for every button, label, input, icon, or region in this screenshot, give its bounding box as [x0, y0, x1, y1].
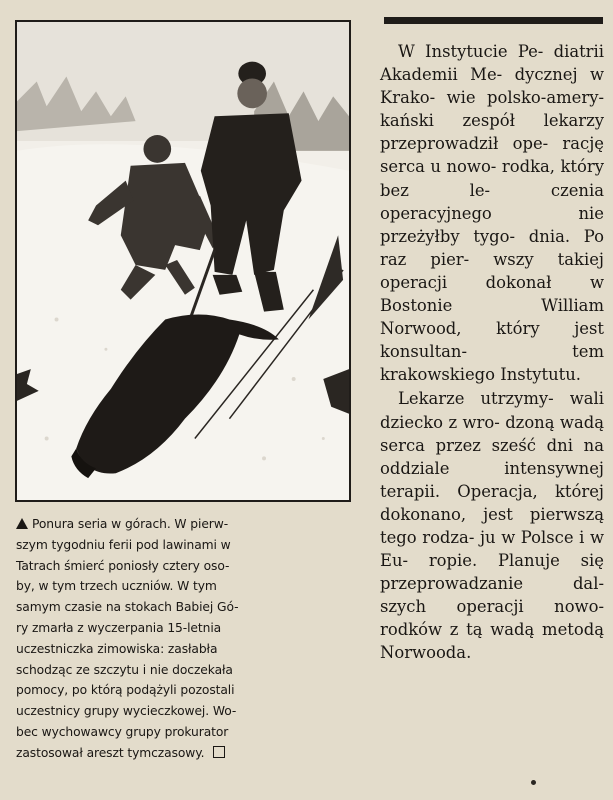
- article-line: dokonał w Bostonie: [380, 272, 604, 316]
- article-line: kański zespół lekarzy: [380, 111, 604, 131]
- article-line: diatrii Akademii Me-: [380, 42, 604, 85]
- article-line: rodka, który bez le-: [380, 157, 604, 200]
- article-line: szych operacji nowo-: [380, 597, 604, 617]
- article-line: Instytutu.: [500, 365, 582, 385]
- column-top-rule: [384, 17, 603, 24]
- article-line: Lekarze utrzymy-: [398, 389, 554, 409]
- caption-line-8: schodząc ze szczytu i nie doczekała: [16, 662, 233, 677]
- caption-line-5: samym czasie na stokach Babiej Gó-: [16, 600, 239, 615]
- article-line: przeprowadził ope-: [380, 134, 549, 154]
- caption-line-12: zastosował areszt tymczasowy.: [16, 743, 352, 764]
- article-line: który jest konsultan-: [380, 319, 604, 362]
- article-line: dnia. Po raz pier-: [380, 226, 604, 269]
- article-line: wali dziecko z wro-: [380, 389, 604, 432]
- article-line: wszy takiej operacji: [380, 249, 604, 292]
- caption-line-1: Ponura seria w górach. W pierw-: [16, 514, 352, 535]
- triangle-marker-icon: [16, 518, 28, 529]
- article-line: dycznej w Krako-: [380, 65, 604, 108]
- end-square-icon: [213, 746, 225, 758]
- article-line: przeprowadzanie dal-: [380, 574, 604, 594]
- article-line: ju w Polsce i w Eu-: [380, 527, 605, 571]
- caption-line-9: pomocy, po którą podążyli pozostali: [16, 683, 235, 698]
- article-line: przez sześć dni na: [435, 435, 604, 455]
- article-line: rodków z tą wadą: [380, 620, 535, 640]
- article-line: William Norwood,: [380, 296, 604, 339]
- caption-line-10: uczestnicy grupy wycieczkowej. Wo-: [16, 704, 237, 719]
- article-line: metodą Norwooda.: [380, 620, 604, 663]
- article-line: rację serca u nowo-: [380, 134, 604, 177]
- article-line: dzoną wadą serca: [380, 412, 604, 455]
- caption-line-4: by, w tym trzech uczniów. W tym: [16, 579, 217, 594]
- article-line: nie przeżyłby tygo-: [380, 203, 604, 246]
- article-column: [380, 40, 604, 665]
- article-paragraph-2: [380, 387, 604, 664]
- caption-line-3: Tatrach śmierć poniosły cztery oso-: [16, 558, 230, 573]
- article-line: ropie. Planuje się: [428, 551, 604, 571]
- article-line: tem krakowskiego: [380, 342, 604, 385]
- article-line: W Instytucie Pe-: [398, 42, 544, 61]
- article-line: oddziale intensywnej: [380, 458, 604, 478]
- article-line: wie polsko-amery-: [446, 88, 604, 108]
- article-line: pierwszą tego rodza-: [380, 504, 604, 547]
- caption-line-6: ry zmarła z wyczerpania 15-letnia: [16, 620, 222, 635]
- article-line: terapii. Operacja,: [380, 481, 538, 501]
- article-line: której dokonano, jest: [380, 481, 604, 524]
- mountain-rescue-image: [17, 22, 349, 500]
- caption-line-2: szym tygodniu ferii pod lawinami w: [16, 537, 231, 552]
- rescue-photo: [15, 20, 351, 502]
- article-paragraph-1: [380, 40, 604, 386]
- caption-line-7: uczestniczka zimowiska: zasłabła: [16, 641, 218, 656]
- caption-line-11: bec wychowawcy grupy prokurator: [16, 724, 229, 739]
- ink-dot: [531, 780, 536, 785]
- article-line: czenia operacyjnego: [380, 180, 604, 223]
- photo-caption: [16, 514, 352, 764]
